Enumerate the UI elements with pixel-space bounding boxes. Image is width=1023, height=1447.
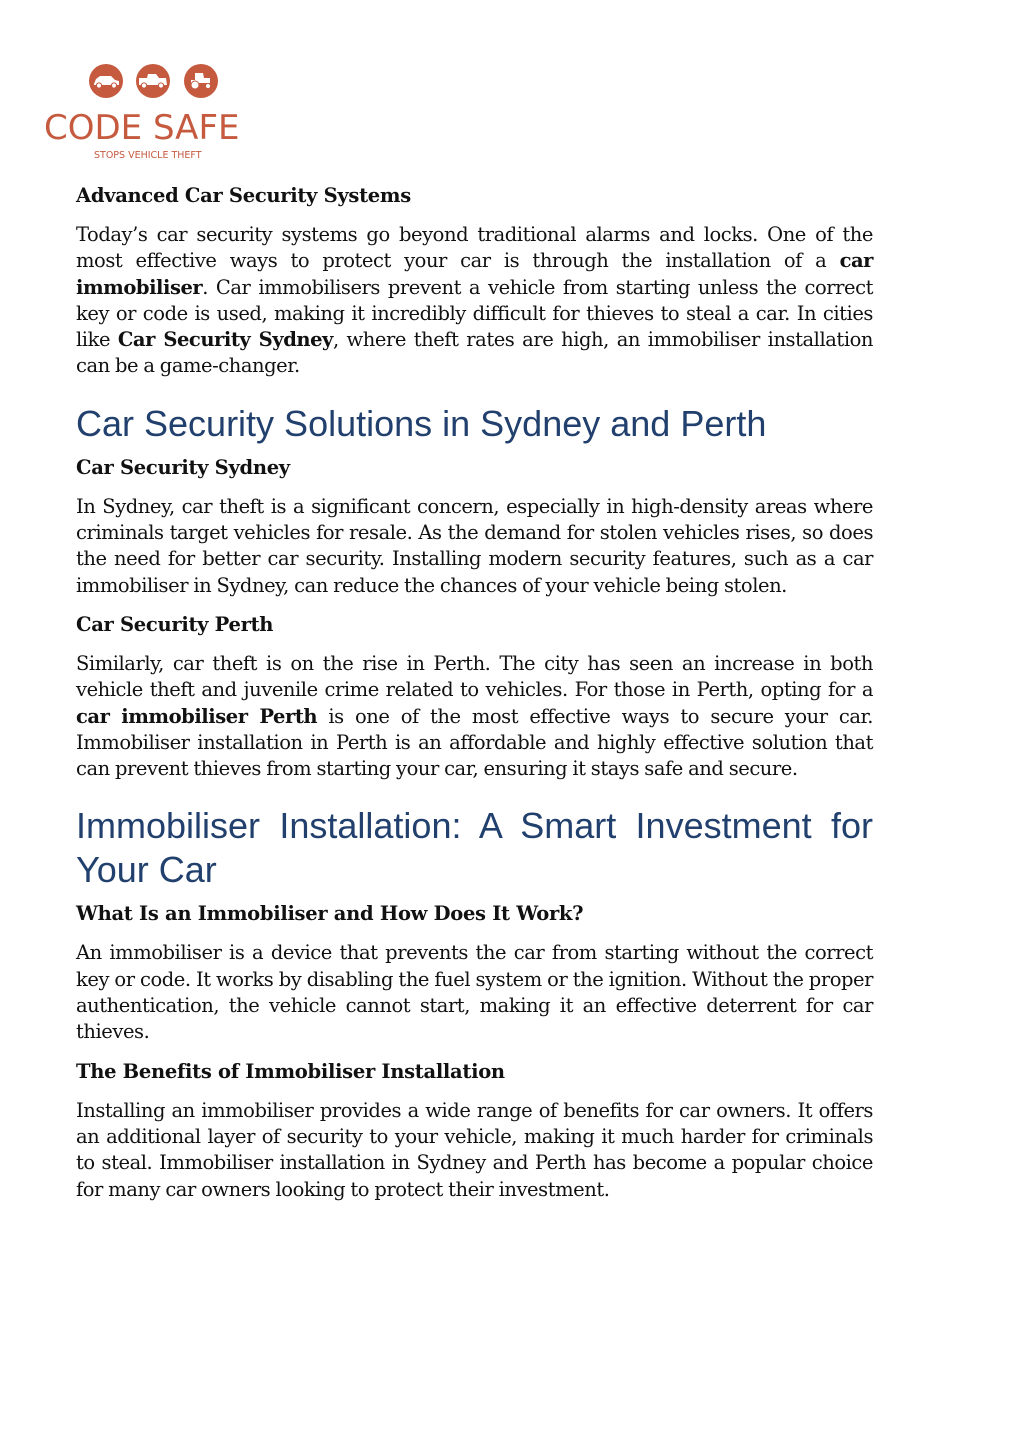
paragraph-sydney: In Sydney, car theft is a significant concern, especially in high-density areas where criminals target vehicles for resale. As the demand for stolen vehicles rises, so does the need for better car security. Installing modern security features, such as a car immobiliser in Sydney, can reduce the chances of your vehicle being stolen. <box>76 494 873 597</box>
text-run: is one of the most effective ways to secure your car. Immobiliser installation in Perth is an affordable and highly effective solution that can prevent thieves from starting your car, ensuring it stays safe and secure. <box>76 704 873 781</box>
logo-tagline: STOPS VEHICLE THEFT <box>94 150 202 161</box>
tractor-icon <box>184 64 218 98</box>
heading-immobiliser-installation: Immobiliser Installation: A Smart Investment for Your Car <box>76 805 873 891</box>
text-run: Similarly, car theft is on the rise in Perth. The city has seen an increase in both vehicle theft and juvenile crime related to vehicles. For those in Perth, opting for a <box>76 651 873 702</box>
car-icon <box>89 64 123 98</box>
logo-wordmark: CODE SAFE <box>44 108 240 148</box>
pickup-icon <box>136 64 170 98</box>
vehicle-icons <box>44 62 254 108</box>
subheading-what-is-immobiliser: What Is an Immobiliser and How Does It Work? <box>76 902 584 926</box>
text-run: Today’s car security systems go beyond traditional alarms and locks. One of the most effective ways to protect your car is through the installation of a <box>76 223 873 273</box>
paragraph-what-is-immobiliser: An immobiliser is a device that prevents the car from starting without the correct key or code. It works by disabling the fuel system or the ignition. Without the proper authentication, the vehicle cannot start, making it an effective deterrent for car thieves. <box>76 941 873 1044</box>
bold-term: car immobiliser <box>76 249 873 299</box>
paragraph-perth <box>76 651 873 782</box>
document-body <box>76 182 873 1215</box>
heading-sydney-perth-solutions: Car Security Solutions in Sydney and Perth <box>76 402 767 444</box>
paragraph-advanced-security <box>76 222 873 380</box>
bold-term: car immobiliser Perth <box>76 704 318 728</box>
section-heading-advanced-security: Advanced Car Security Systems <box>76 184 411 207</box>
code-safe-logo <box>44 62 254 164</box>
subheading-benefits: The Benefits of Immobiliser Installation <box>76 1059 505 1083</box>
bold-term: Car Security Sydney <box>117 328 333 352</box>
text-run: , where theft rates are high, an immobiliser installation can be a game-changer. <box>76 328 873 378</box>
subheading-car-security-sydney: Car Security Sydney <box>76 455 290 479</box>
subheading-car-security-perth: Car Security Perth <box>76 612 274 636</box>
paragraph-benefits: Installing an immobiliser provides a wide range of benefits for car owners. It offers an additional layer of security to your vehicle, making it much harder for criminals to steal. Immobiliser installation in Sydney and Perth has become a popular choice for many car owners looking to protect their investment. <box>76 1098 873 1201</box>
text-run: . Car immobilisers prevent a vehicle from starting unless the correct key or code is used, making it incredibly difficult for thieves to steal a car. In cities like <box>76 275 873 352</box>
